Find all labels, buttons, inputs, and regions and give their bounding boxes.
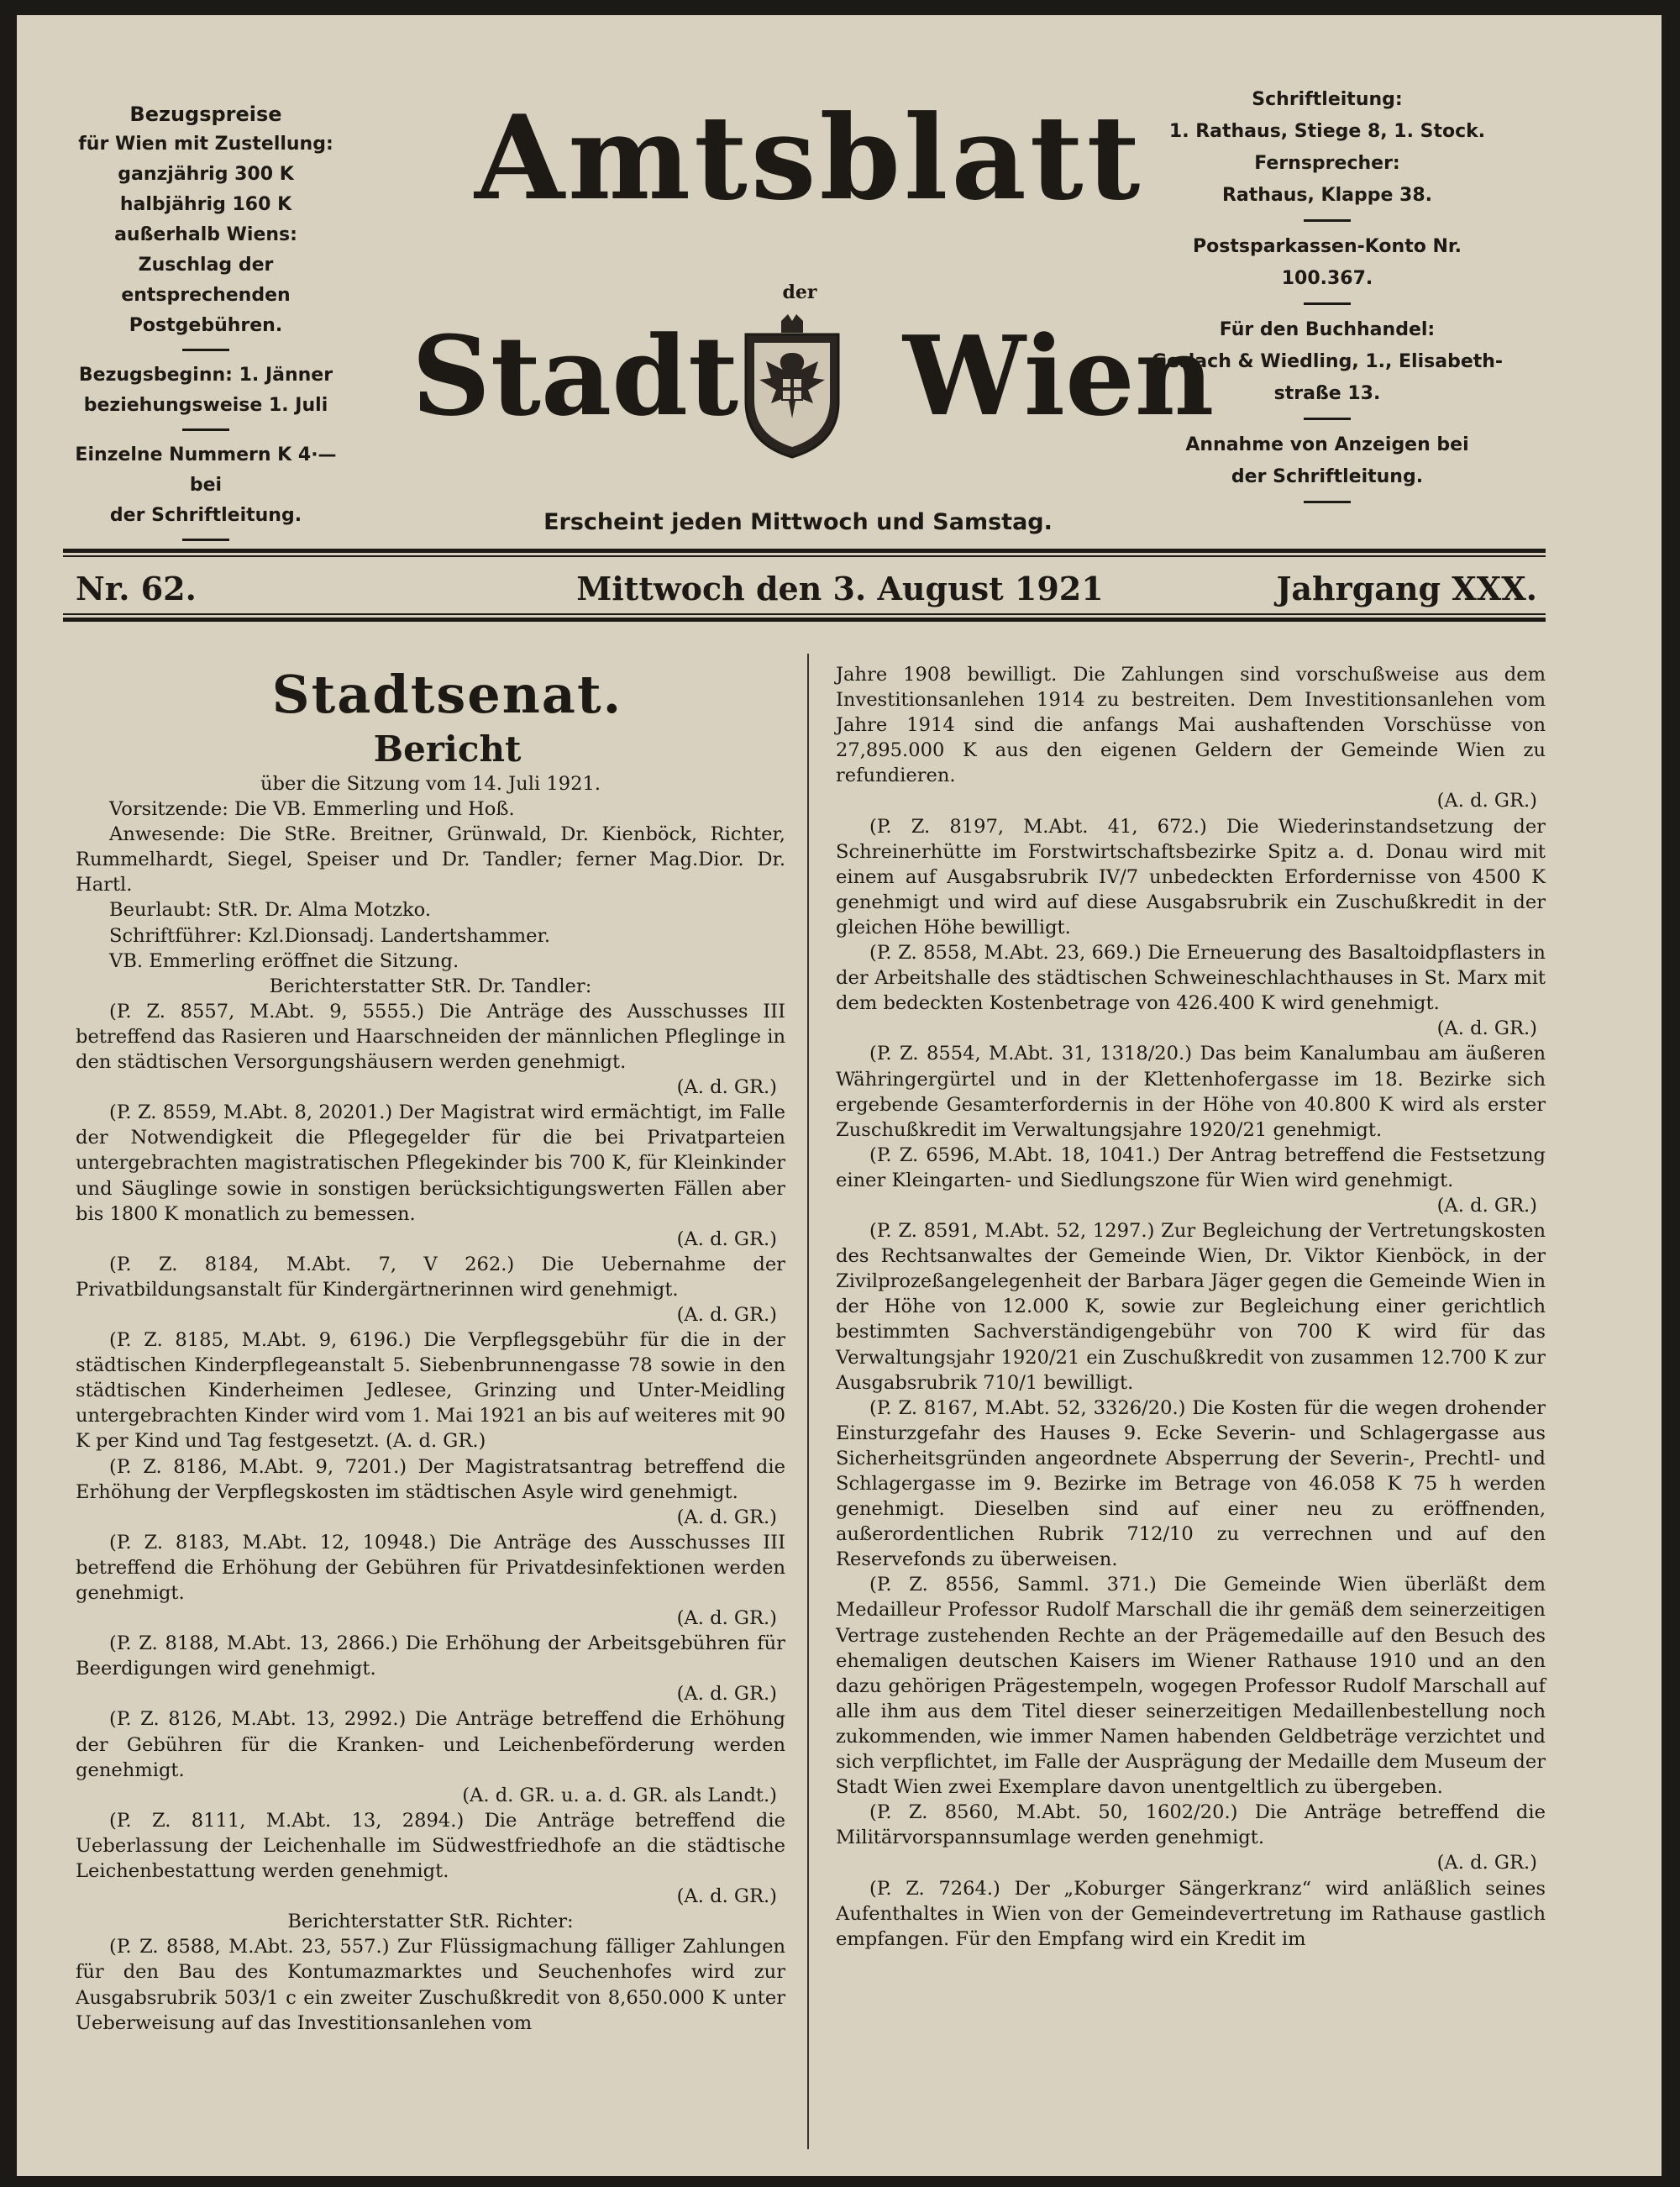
bookseller-line: Für den Buchhandel: xyxy=(1219,319,1436,340)
single-issue-line: der Schriftleitung. xyxy=(109,505,302,526)
paragraph: (P. Z. 8167, M.Abt. 52, 3326/20.) Die Kosten für die wegen drohender Einsturzgefahr des Hauses 9. Ecke Severin- und Schlagergasse aus Sicherheitsgründen angeordnete Absperrung der Severin-, Prechtl- und Schlagergasse im 9. Bezirke im Betrage von 46.058 K 75 h werden genehmigt. Dieselben sind auf einer neu zu eröffnenden, außerordentlichen Rubrik 712/10 zu verrechnen und auf den Reservefonds zu überweisen. xyxy=(836,1396,1546,1571)
approval-note: (A. d. GR.) xyxy=(676,1303,777,1326)
paragraph: (P. Z. 8559, M.Abt. 8, 20201.) Der Magistrat wird ermächtigt, im Falle der Notwendigkeit die Pflegegelder für die bei Privatparteien untergebrachten magistratischen Pflegekinder bis 700 K, für Kleinkinder und Säuglinge sowie in sonstigen berücksichtigungswerten Fällen aber bis 1800 K monatlich zu bemessen. xyxy=(76,1101,785,1225)
subscription-line: ganzjährig 300 K xyxy=(118,164,294,185)
subscription-line: außerhalb Wiens: xyxy=(114,224,297,245)
paragraph: (P. Z. 7264.) Der „Koburger Sängerkranz“ wird anläßlich seines Aufenthaltes in Wien von der Gemeindevertretung im Rathause gastlich empfangen. Für den Empfang wird ein Kredit im xyxy=(836,1877,1546,1950)
chair-line: Vorsitzende: Die VB. Emmerling und Hoß. xyxy=(109,798,515,821)
secretary-line: Schriftführer: Kzl.Dionsadj. Landertshammer. xyxy=(109,924,551,947)
paragraph: (P. Z. 8197, M.Abt. 41, 672.) Die Wiederinstandsetzung der Schreinerhütte im Forstwirtschaftsbezirke Spitz a. d. Donau wird mit einem auf Ausgabsrubrik IV/7 unbedeckten Erfordernisse von 4500 K genehmigt und wird auf diese Ausgabsrubrik ein Zuschußkredit in der gleichen Höhe bewilligt. xyxy=(836,815,1546,938)
approval-note: (A. d. GR. u. a. d. GR. als Landt.) xyxy=(462,1784,777,1806)
opening-line: VB. Emmerling eröffnet die Sitzung. xyxy=(109,949,459,972)
reporter-line: Berichterstatter StR. Richter: xyxy=(287,1911,574,1933)
top-rule-thin xyxy=(63,555,1546,557)
subscription-start-line: Bezugsbeginn: 1. Jänner xyxy=(78,365,333,386)
divider xyxy=(182,428,229,431)
paragraph: (P. Z. 8183, M.Abt. 12, 10948.) Die Anträge des Ausschusses III betreffend die Erhöhung der Gebühren für Privatdesinfektionen werden genehmigt. xyxy=(76,1531,785,1604)
column-divider xyxy=(807,654,809,2149)
editorial-heading: Schriftleitung: xyxy=(1252,89,1403,110)
editorial-line: Fernsprecher: xyxy=(1254,153,1400,174)
approval-note: (A. d. GR.) xyxy=(1436,1194,1537,1217)
editorial-line: 1. Rathaus, Stiege 8, 1. Stock. xyxy=(1168,121,1486,142)
reporter-line: Berichterstatter StR. Dr. Tandler: xyxy=(269,975,592,997)
right-column xyxy=(836,662,1546,1952)
single-issue-line: Einzelne Nummern K 4·— bei xyxy=(75,444,337,496)
approval-note: (A. d. GR.) xyxy=(676,1607,777,1630)
approval-note: (A. d. GR.) xyxy=(1436,1852,1537,1874)
divider xyxy=(1304,219,1351,222)
subscription-line: Postgebühren. xyxy=(129,315,283,336)
divider xyxy=(182,349,229,351)
publication-schedule: Erscheint jeden Mittwoch und Samstag. xyxy=(543,509,1053,535)
paragraph: (P. Z. 8111, M.Abt. 13, 2894.) Die Anträge betreffend die Ueberlassung der Leichenhalle im Südwestfriedhofe an die städtische Leichenbestattung werden genehmigt. xyxy=(76,1809,785,1883)
newspaper-page xyxy=(17,15,1662,2176)
paragraph: (P. Z. 8558, M.Abt. 23, 669.) Die Erneuerung des Basaltoidpflasters in der Arbeitshalle des städtischen Schweineschlachthauses in St. Marx mit dem bedeckten Kostenbetrage von 426.400 K wird genehmigt. xyxy=(836,942,1546,1015)
issue-number: Nr. 62. xyxy=(76,570,197,607)
masthead-title: Amtsblatt xyxy=(475,89,1144,226)
subscription-line: für Wien mit Zustellung: xyxy=(78,134,333,155)
bottom-rule xyxy=(63,618,1546,622)
left-column xyxy=(76,662,785,2036)
approval-note: (A. d. GR.) xyxy=(676,1885,777,1908)
masthead-der: der xyxy=(782,281,817,303)
left-paragraphs xyxy=(76,999,785,1909)
divider xyxy=(182,539,229,541)
paragraph: (P. Z. 8186, M.Abt. 9, 7201.) Der Magistratsantrag betreffend die Erhöhung der Verpflegskosten im städtischen Asyle wird genehmigt. xyxy=(76,1455,785,1503)
approval-note: (A. d. GR.) xyxy=(676,1228,777,1250)
present-line: Anwesende: Die StRe. Breitner, Grünwald, Dr. Kienböck, Richter, Rummelhardt, Siegel, Speiser und Dr. Tandler; ferner Mag.Dior. Dr. Hartl. xyxy=(76,823,785,896)
paragraph: (P. Z. 8560, M.Abt. 50, 1602/20.) Die Anträge betreffend die Militärvorspannsumlage werden genehmigt. xyxy=(836,1801,1546,1849)
paragraph: (P. Z. 8557, M.Abt. 9, 5555.) Die Anträge des Ausschusses III betreffend das Rasieren und Haarschneiden der männlichen Pfleglinge in den städtischen Versorgungshäusern werden genehmigt. xyxy=(76,1000,785,1074)
issue-year: Jahrgang XXX. xyxy=(1276,570,1537,607)
divider xyxy=(1304,501,1351,503)
paragraph: (P. Z. 8554, M.Abt. 31, 1318/20.) Das beim Kanalumbau am äußeren Währingergürtel und in der Klettenhofergasse im 18. Bezirke sich ergebende Gesamterfordernis in der Höhe von 40.800 K wird als erster Zuschußkredit im Verwaltungsjahre 1920/21 genehmigt. xyxy=(836,1043,1546,1141)
subscription-line: Zuschlag der entsprechenden xyxy=(121,255,291,306)
paragraph: (P. Z. 8184, M.Abt. 7, V 262.) Die Uebernahme der Privatbildungsanstalt für Kindergärtnerinnen wird genehmigt. xyxy=(76,1253,785,1301)
meeting-date: über die Sitzung vom 14. Juli 1921. xyxy=(260,773,601,795)
report-heading: Bericht xyxy=(373,728,522,770)
bookseller-line: straße 13. xyxy=(1273,383,1381,404)
paragraph: Jahre 1908 bewilligt. Die Zahlungen sind vorschußweise aus dem Investitionsanlehen 1914 zu bestreiten. Dem Investitionsanlehen vom Jahre 1914 sind die anfangs Mai aushaftenden Vorschüsse von 27,895.000 K aus den eigenen Geldern der Gemeinde Wien zu refundieren. xyxy=(836,664,1546,787)
approval-note: (A. d. GR.) xyxy=(676,1076,777,1099)
excused-line: Beurlaubt: StR. Dr. Alma Motzko. xyxy=(109,899,432,922)
masthead-wien: Wien xyxy=(903,312,1215,440)
bottom-rule-thin xyxy=(63,613,1546,615)
paragraph: (P. Z. 8126, M.Abt. 13, 2992.) Die Anträge betreffend die Erhöhung der Gebühren für die Kranken- und Leichenbeförderung werden genehmigt. xyxy=(76,1708,785,1781)
approval-note: (A. d. GR.) xyxy=(676,1506,777,1528)
subscription-box xyxy=(63,99,349,550)
divider xyxy=(1304,418,1351,420)
paragraph: (P. Z. 6596, M.Abt. 18, 1041.) Der Antrag betreffend die Festsetzung einer Kleingarten- und Siedlungszone für Wien wird genehmigt. xyxy=(836,1143,1546,1191)
top-rule xyxy=(63,549,1546,553)
approval-note: (A. d. GR.) xyxy=(676,1683,777,1706)
ads-line: Annahme von Anzeigen bei xyxy=(1185,434,1469,455)
ads-line: der Schriftleitung. xyxy=(1231,466,1424,487)
approval-note: (A. d. GR.) xyxy=(1436,790,1537,812)
approval-note: (A. d. GR.) xyxy=(1436,1017,1537,1040)
issue-date: Mittwoch den 3. August 1921 xyxy=(576,570,1104,607)
masthead-stadt: Stadt xyxy=(412,312,739,440)
paragraph: (P. Z. 8588, M.Abt. 23, 557.) Zur Flüssigmachung fälliger Zahlungen für den Bau des Kontumazmarktes und Seuchenhofes wird zur Ausgabsrubrik 503/1 c ein zweiter Zuschußkredit von 8,650.000 K unter Ueberweisung auf das Investitionsanlehen vom xyxy=(76,1936,785,2034)
editorial-line: Rathaus, Klappe 38. xyxy=(1221,185,1433,206)
editorial-box xyxy=(1151,84,1504,513)
subscription-heading: Bezugspreise xyxy=(129,103,282,126)
paragraph: (P. Z. 8556, Samml. 371.) Die Gemeinde Wien überläßt dem Medailleur Professor Rudolf Marschall die ihr gemäß dem seinerzeitigen Vertrage zustehenden Rechte an der Prägemedaille auf den Besuch des ehemaligen deutschen Kaisers im Wiener Rathause 1910 und an den dazu gehörigen Prägestempeln, wogegen Professor Rudolf Marschall auf alle ihm aus dem Titel dieser seinerzeitigen Medaillenbestellung noch zukommenden, wie immer Namen habenden Geldbeträge verzichtet und sich verpflichtet, im Falle der Ausprägung der Medaille dem Museum der Stadt Wien zwei Exemplare davon unentgeltlich zu übergeben. xyxy=(836,1574,1546,1799)
postal-account-line: Postsparkassen-Konto Nr. 100.367. xyxy=(1193,236,1462,289)
divider xyxy=(1304,302,1351,305)
paragraph: (P. Z. 8188, M.Abt. 13, 2866.) Die Erhöhung der Arbeitsgebühren für Beerdigungen wird genehmigt. xyxy=(76,1632,785,1680)
section-heading: Stadtsenat. xyxy=(271,664,623,725)
bookseller-line: Gerlach & Wiedling, 1., Elisabeth- xyxy=(1151,351,1504,372)
vienna-coat-of-arms-icon xyxy=(729,309,855,459)
paragraph: (P. Z. 8591, M.Abt. 52, 1297.) Zur Begleichung der Vertretungskosten des Rechtsanwaltes der Gemeinde Wien, Dr. Viktor Kienböck, in der Zivilprozeßangelegenheit der Barbara Jäger gegen die Gemeinde Wien in der Höhe von 12.000 K, sowie zur Begleichung einer gerichtlich bestimmten Sachverständigengebühr von 700 K wird für das Verwaltungsjahr 1920/21 ein Zuschußkredit von zusammen 12.700 K zur Ausgabsrubrik 710/1 bewilligt. xyxy=(836,1220,1546,1394)
subscription-lines xyxy=(63,99,349,341)
subscription-start-line: beziehungsweise 1. Juli xyxy=(83,395,328,416)
paragraph: (P. Z. 8185, M.Abt. 9, 6196.) Die Verpflegsgebühr für die in der städtischen Kinderpflegeanstalt 5. Siebenbrunnengasse 78 sowie in den städtischen Kinderheimen Jedlesee, Grinzing und Unter-Meidling untergebrachten Kinder wird vom 1. Mai 1921 an bis auf weiteres mit 90 K per Kind und Tag festgesetzt. (A. d. GR.) xyxy=(76,1329,785,1453)
subscription-line: halbjährig 160 K xyxy=(119,194,292,215)
